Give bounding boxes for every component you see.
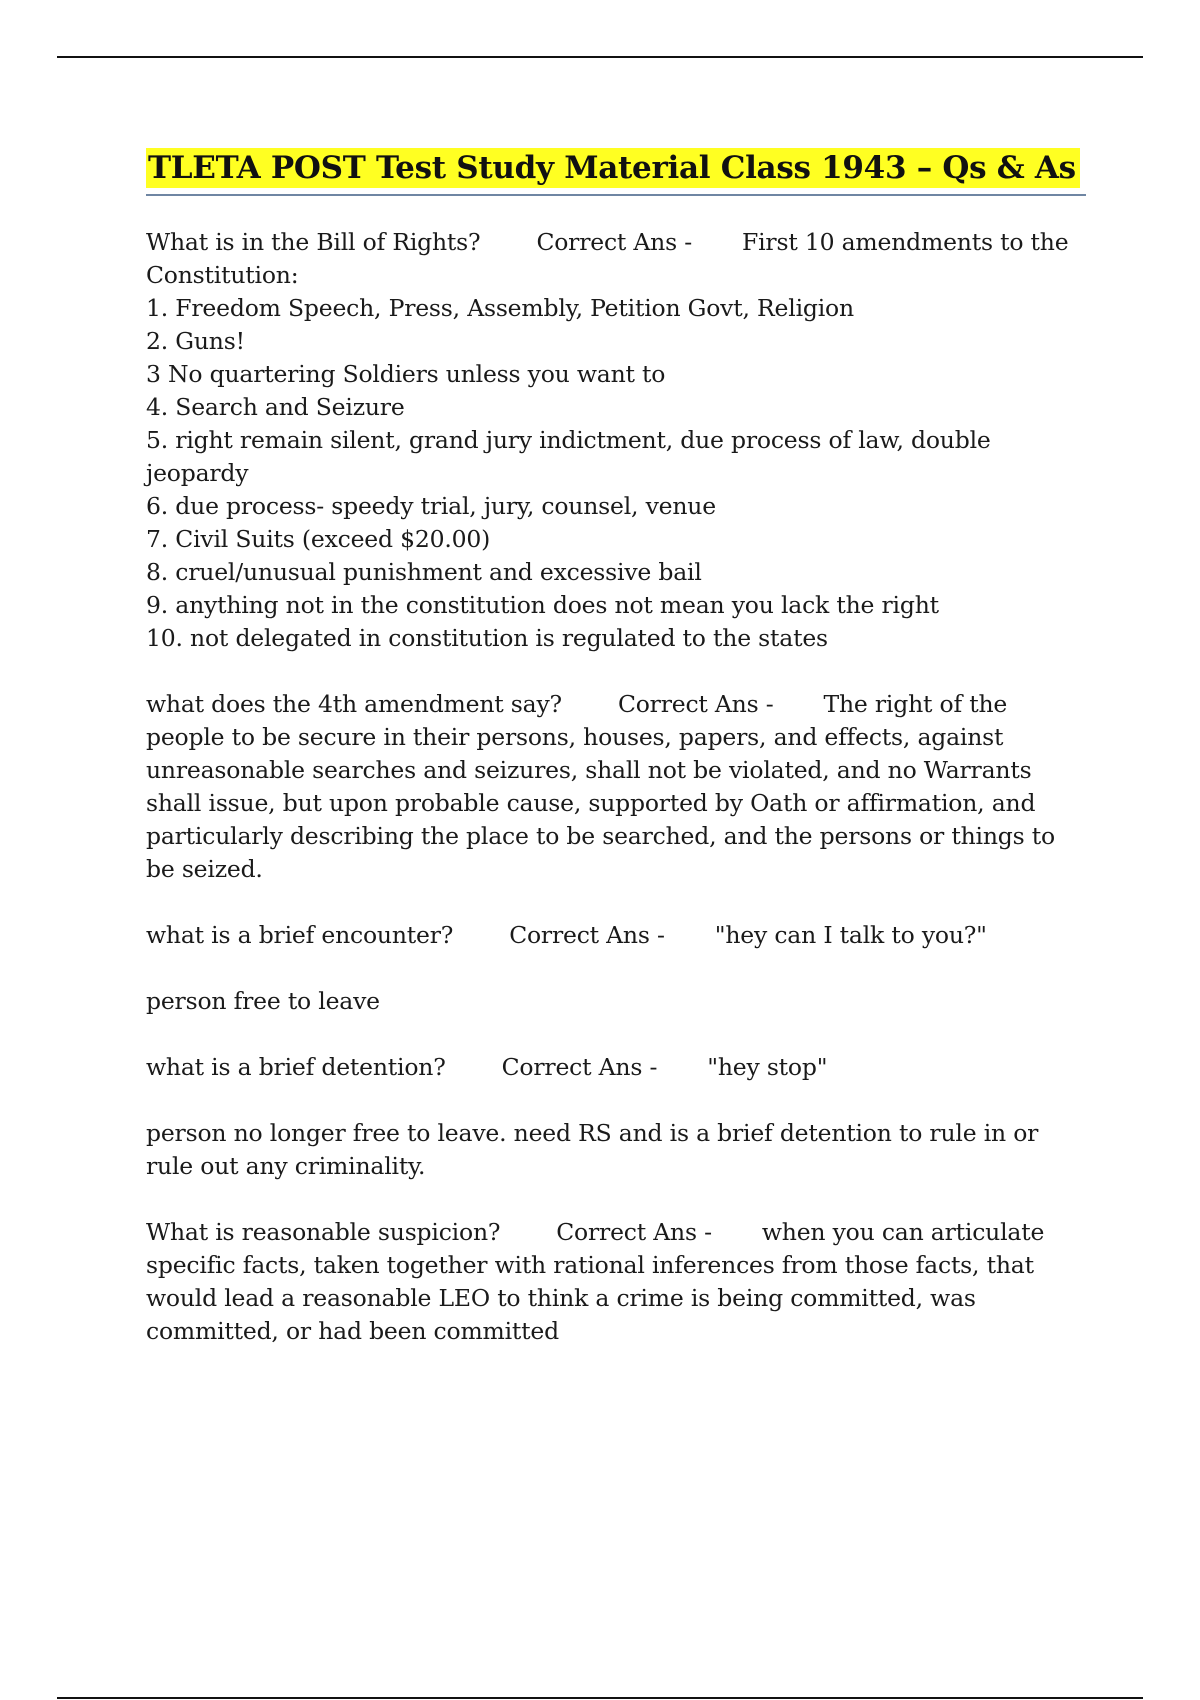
question-text: what is a brief detention? xyxy=(146,1053,446,1081)
answer-text: "hey stop" xyxy=(707,1053,828,1081)
list-item: 8. cruel/unusual punishment and excessive bail xyxy=(146,558,702,586)
list-item: 1. Freedom Speech, Press, Assembly, Petition Govt, Religion xyxy=(146,294,854,322)
list-item: 7. Civil Suits (exceed $20.00) xyxy=(146,525,491,553)
qa-item-brief-detention xyxy=(146,1051,1086,1084)
answer-label: Correct Ans - xyxy=(556,1218,712,1246)
question-text: What is in the Bill of Rights? xyxy=(146,228,481,256)
document-title: TLETA POST Test Study Material Class 1943 – Qs & As xyxy=(146,148,1080,188)
answer-note: person no longer free to leave. need RS and is a brief detention to rule in or rule out any criminality. xyxy=(146,1119,1039,1180)
answer-text: The right of the people to be secure in their persons, houses, papers, and effects, against unreasonable searches and seizures, shall not be violated, and no Warrants shall issue, but upon probable cause, supported by Oath or affirmation, and particularly describing the place to be searched, and the persons or things to be seized. xyxy=(146,690,1055,883)
qa-item-reasonable-suspicion xyxy=(146,1216,1086,1348)
list-item: 3 No quartering Soldiers unless you want to xyxy=(146,360,666,388)
question-text: what does the 4th amendment say? xyxy=(146,690,562,718)
answer-text: "hey can I talk to you?" xyxy=(714,921,987,949)
list-item: 4. Search and Seizure xyxy=(146,393,405,421)
answer-text: First 10 amendments to the Constitution: xyxy=(146,228,1069,289)
answer-label: Correct Ans - xyxy=(617,690,774,718)
qa-item-4th-amendment xyxy=(146,688,1086,886)
title-block xyxy=(146,148,1086,196)
answer-label: Correct Ans - xyxy=(501,1053,658,1081)
footer-rule xyxy=(57,1697,1143,1699)
document-page xyxy=(146,148,1086,1381)
question-text: what is a brief encounter? xyxy=(146,921,454,949)
answer-note: person free to leave xyxy=(146,987,380,1015)
qa-item-bill-of-rights xyxy=(146,226,1086,655)
answer-label: Correct Ans - xyxy=(536,228,692,256)
qa-item-brief-encounter xyxy=(146,919,1086,952)
list-item: 10. not delegated in constitution is regulated to the states xyxy=(146,624,828,652)
list-item: 9. anything not in the constitution does not mean you lack the right xyxy=(146,591,939,619)
answer-text: when you can articulate specific facts, taken together with rational inferences from those facts, that would lead a reasonable LEO to think a crime is being committed, was committed, or had been committed xyxy=(146,1218,1045,1345)
header-rule xyxy=(57,56,1143,58)
list-item: 5. right remain silent, grand jury indictment, due process of law, double jeopardy xyxy=(146,426,991,487)
list-item: 6. due process- speedy trial, jury, counsel, venue xyxy=(146,492,716,520)
question-text: What is reasonable suspicion? xyxy=(146,1218,501,1246)
answer-label: Correct Ans - xyxy=(509,921,665,949)
list-item: 2. Guns! xyxy=(146,327,245,355)
